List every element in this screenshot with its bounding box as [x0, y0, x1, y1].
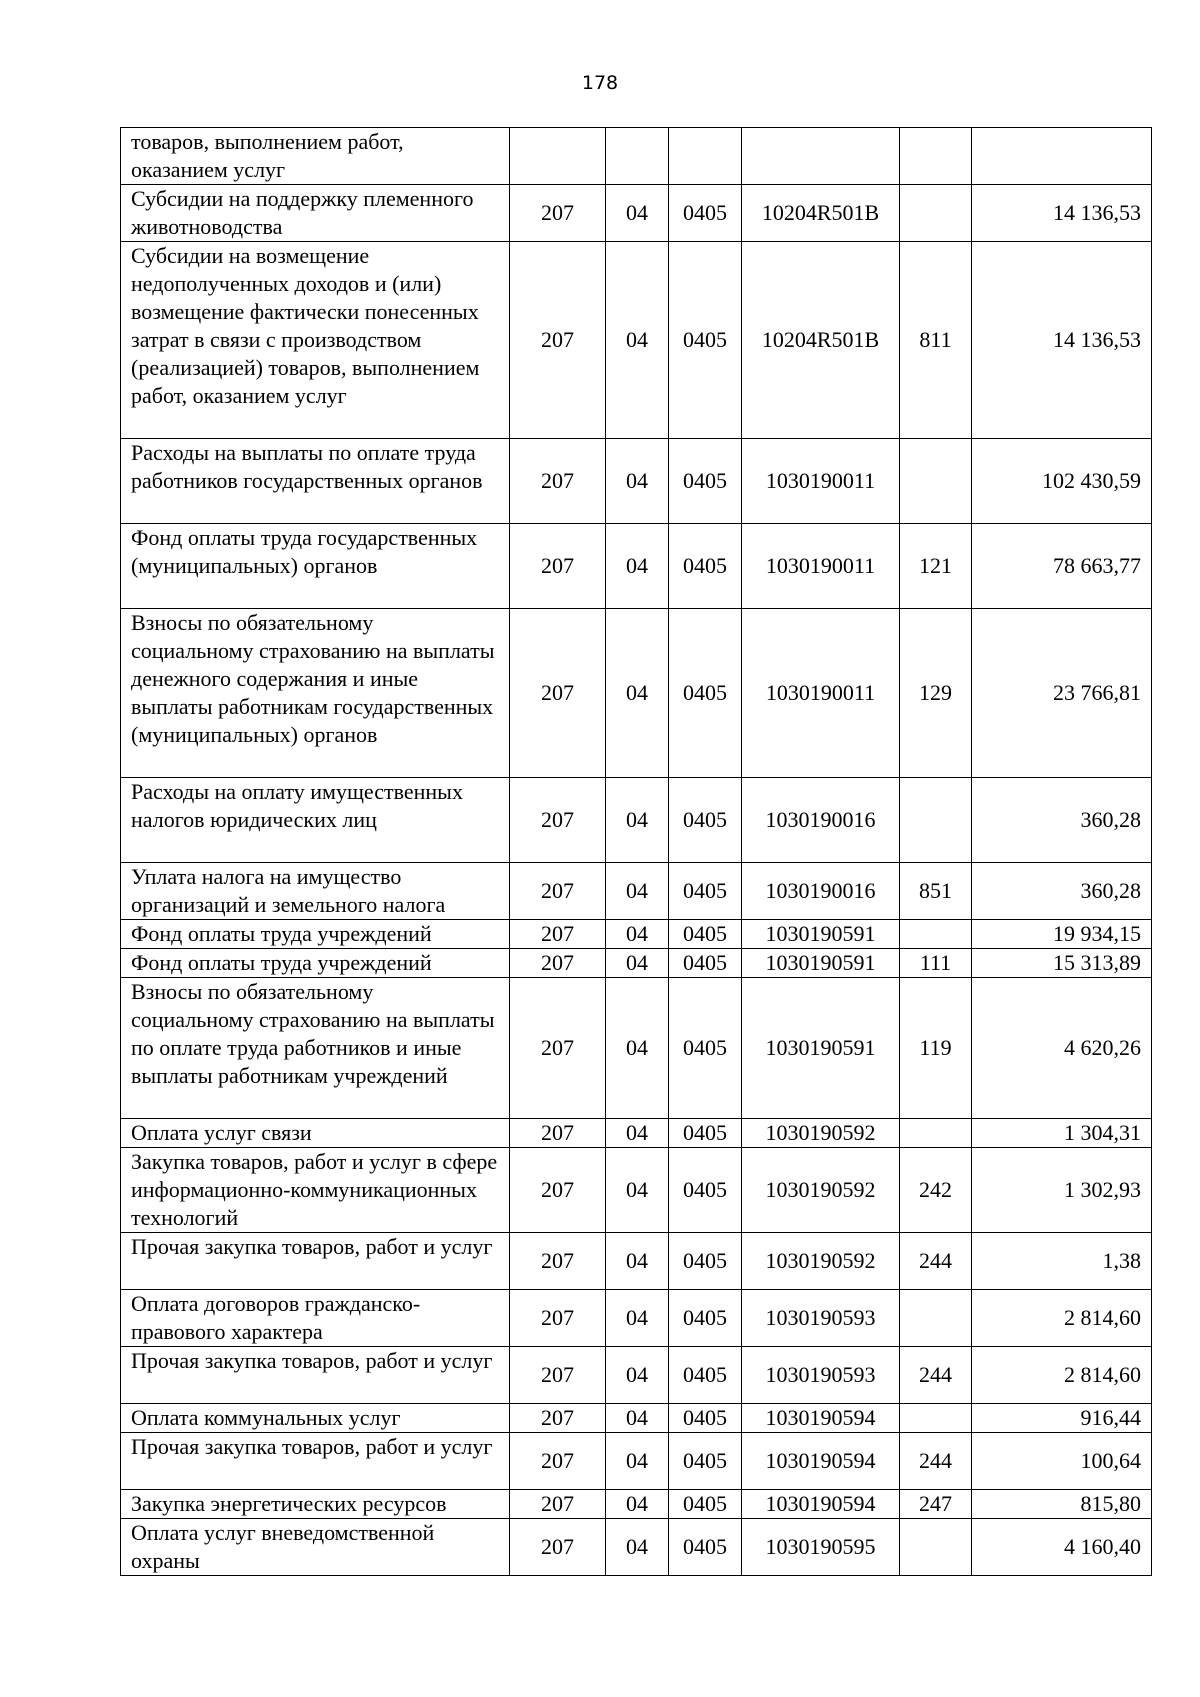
- table-row: [121, 1233, 1152, 1290]
- row-name: Прочая закупка товаров, работ и услуг: [121, 1347, 510, 1404]
- row-department-code: 207: [510, 1148, 606, 1233]
- row-department-code: 207: [510, 978, 606, 1119]
- table-row: [121, 524, 1152, 609]
- row-target-code: 1030190593: [742, 1347, 900, 1404]
- row-amount: 360,28: [972, 778, 1152, 863]
- table-row: [121, 1148, 1152, 1233]
- row-subsection-code: 0405: [669, 609, 742, 778]
- row-amount: 78 663,77: [972, 524, 1152, 609]
- row-expense-type: 121: [900, 524, 972, 609]
- row-name: Закупка товаров, работ и услуг в сфере информационно-коммуникационных технологий: [121, 1148, 510, 1233]
- row-expense-type: 244: [900, 1433, 972, 1490]
- row-amount: 1 302,93: [972, 1148, 1152, 1233]
- row-department-code: 207: [510, 609, 606, 778]
- row-amount: 100,64: [972, 1433, 1152, 1490]
- row-subsection-code: 0405: [669, 1519, 742, 1576]
- row-amount: 15 313,89: [972, 949, 1152, 978]
- row-target-code: 1030190591: [742, 978, 900, 1119]
- row-subsection-code: 0405: [669, 1404, 742, 1433]
- table-row: [121, 1433, 1152, 1490]
- row-section-code: 04: [606, 1404, 669, 1433]
- table-row: [121, 242, 1152, 439]
- row-subsection-code: 0405: [669, 1290, 742, 1347]
- row-section-code: 04: [606, 863, 669, 920]
- row-department-code: 207: [510, 1347, 606, 1404]
- row-subsection-code: 0405: [669, 863, 742, 920]
- row-name: Фонд оплаты труда учреждений: [121, 949, 510, 978]
- row-name: Фонд оплаты труда учреждений: [121, 920, 510, 949]
- row-section-code: 04: [606, 524, 669, 609]
- row-expense-type: 111: [900, 949, 972, 978]
- row-name: Расходы на выплаты по оплате труда работников государственных органов: [121, 439, 510, 524]
- row-name: Прочая закупка товаров, работ и услуг: [121, 1233, 510, 1290]
- row-subsection-code: 0405: [669, 242, 742, 439]
- row-subsection-code: 0405: [669, 185, 742, 242]
- row-target-code: 1030190594: [742, 1404, 900, 1433]
- row-subsection-code: 0405: [669, 1433, 742, 1490]
- row-department-code: 207: [510, 778, 606, 863]
- row-amount: 1,38: [972, 1233, 1152, 1290]
- row-section-code: 04: [606, 1290, 669, 1347]
- row-expense-type: 129: [900, 609, 972, 778]
- row-expense-type: [900, 920, 972, 949]
- row-subsection-code: 0405: [669, 1347, 742, 1404]
- row-amount: 916,44: [972, 1404, 1152, 1433]
- table-row: [121, 949, 1152, 978]
- row-department-code: [510, 128, 606, 185]
- row-section-code: 04: [606, 609, 669, 778]
- table-row: [121, 185, 1152, 242]
- row-subsection-code: 0405: [669, 1490, 742, 1519]
- row-amount: 4 160,40: [972, 1519, 1152, 1576]
- row-department-code: 207: [510, 1404, 606, 1433]
- row-name: Оплата коммунальных услуг: [121, 1404, 510, 1433]
- row-target-code: 1030190595: [742, 1519, 900, 1576]
- row-department-code: 207: [510, 242, 606, 439]
- row-department-code: 207: [510, 185, 606, 242]
- row-department-code: 207: [510, 920, 606, 949]
- row-expense-type: 851: [900, 863, 972, 920]
- row-name: Субсидии на возмещение недополученных доходов и (или) возмещение фактически понесенных затрат в связи с производством (реализацией) товаров, выполнением работ, оказанием услуг: [121, 242, 510, 439]
- row-target-code: 1030190011: [742, 439, 900, 524]
- row-target-code: 1030190593: [742, 1290, 900, 1347]
- row-expense-type: [900, 1404, 972, 1433]
- row-amount: 815,80: [972, 1490, 1152, 1519]
- row-amount: 2 814,60: [972, 1347, 1152, 1404]
- row-subsection-code: 0405: [669, 920, 742, 949]
- row-name: Прочая закупка товаров, работ и услуг: [121, 1433, 510, 1490]
- row-section-code: 04: [606, 185, 669, 242]
- row-amount: 14 136,53: [972, 185, 1152, 242]
- row-target-code: 1030190594: [742, 1490, 900, 1519]
- row-amount: [972, 128, 1152, 185]
- row-department-code: 207: [510, 949, 606, 978]
- table-row: [121, 1404, 1152, 1433]
- row-subsection-code: 0405: [669, 1233, 742, 1290]
- row-amount: 14 136,53: [972, 242, 1152, 439]
- row-name: Закупка энергетических ресурсов: [121, 1490, 510, 1519]
- row-department-code: 207: [510, 1233, 606, 1290]
- row-expense-type: [900, 128, 972, 185]
- row-name: Субсидии на поддержку племенного животноводства: [121, 185, 510, 242]
- row-subsection-code: 0405: [669, 978, 742, 1119]
- row-department-code: 207: [510, 1119, 606, 1148]
- row-target-code: 1030190592: [742, 1233, 900, 1290]
- table-row: [121, 920, 1152, 949]
- row-subsection-code: 0405: [669, 439, 742, 524]
- table-row: [121, 439, 1152, 524]
- row-target-code: 1030190591: [742, 920, 900, 949]
- row-expense-type: 119: [900, 978, 972, 1119]
- row-target-code: 10204R501B: [742, 242, 900, 439]
- table-row: [121, 978, 1152, 1119]
- row-name: Оплата услуг связи: [121, 1119, 510, 1148]
- row-section-code: [606, 128, 669, 185]
- row-section-code: 04: [606, 242, 669, 439]
- row-department-code: 207: [510, 1519, 606, 1576]
- row-expense-type: 244: [900, 1233, 972, 1290]
- row-section-code: 04: [606, 778, 669, 863]
- budget-table: [120, 127, 1152, 1576]
- table-row: [121, 1290, 1152, 1347]
- row-section-code: 04: [606, 1347, 669, 1404]
- row-amount: 2 814,60: [972, 1290, 1152, 1347]
- table-row: [121, 1490, 1152, 1519]
- row-subsection-code: 0405: [669, 524, 742, 609]
- row-department-code: 207: [510, 1433, 606, 1490]
- row-subsection-code: [669, 128, 742, 185]
- row-department-code: 207: [510, 524, 606, 609]
- row-name: Взносы по обязательному социальному страхованию на выплаты денежного содержания и иные выплаты работникам государственных (муниципальных) органов: [121, 609, 510, 778]
- row-section-code: 04: [606, 1433, 669, 1490]
- table-row: [121, 778, 1152, 863]
- row-amount: 1 304,31: [972, 1119, 1152, 1148]
- row-subsection-code: 0405: [669, 1119, 742, 1148]
- table-row: [121, 128, 1152, 185]
- row-expense-type: [900, 778, 972, 863]
- row-expense-type: [900, 1119, 972, 1148]
- table-row: [121, 609, 1152, 778]
- row-department-code: 207: [510, 1490, 606, 1519]
- row-section-code: 04: [606, 978, 669, 1119]
- table-row: [121, 1519, 1152, 1576]
- row-amount: 23 766,81: [972, 609, 1152, 778]
- row-amount: 102 430,59: [972, 439, 1152, 524]
- row-target-code: 1030190011: [742, 609, 900, 778]
- row-subsection-code: 0405: [669, 1148, 742, 1233]
- row-section-code: 04: [606, 1119, 669, 1148]
- row-department-code: 207: [510, 863, 606, 920]
- table-row: [121, 1347, 1152, 1404]
- row-subsection-code: 0405: [669, 778, 742, 863]
- row-expense-type: 247: [900, 1490, 972, 1519]
- row-expense-type: 244: [900, 1347, 972, 1404]
- row-target-code: 1030190592: [742, 1119, 900, 1148]
- row-target-code: 1030190591: [742, 949, 900, 978]
- row-expense-type: [900, 439, 972, 524]
- row-name: Оплата услуг вневедомственной охраны: [121, 1519, 510, 1576]
- row-target-code: 1030190016: [742, 863, 900, 920]
- row-section-code: 04: [606, 1233, 669, 1290]
- row-target-code: 1030190594: [742, 1433, 900, 1490]
- row-name: Уплата налога на имущество организаций и земельного налога: [121, 863, 510, 920]
- row-amount: 360,28: [972, 863, 1152, 920]
- row-name: товаров, выполнением работ, оказанием услуг: [121, 128, 510, 185]
- row-name: Взносы по обязательному социальному страхованию на выплаты по оплате труда работников и иные выплаты работникам учреждений: [121, 978, 510, 1119]
- row-department-code: 207: [510, 439, 606, 524]
- row-target-code: 10204R501B: [742, 185, 900, 242]
- row-name: Расходы на оплату имущественных налогов юридических лиц: [121, 778, 510, 863]
- row-target-code: 1030190592: [742, 1148, 900, 1233]
- row-section-code: 04: [606, 1148, 669, 1233]
- row-expense-type: [900, 1290, 972, 1347]
- row-name: Оплата договоров гражданско-правового характера: [121, 1290, 510, 1347]
- page-number: 178: [581, 72, 619, 94]
- table-row: [121, 1119, 1152, 1148]
- row-target-code: 1030190011: [742, 524, 900, 609]
- table-row: [121, 863, 1152, 920]
- row-section-code: 04: [606, 439, 669, 524]
- row-section-code: 04: [606, 949, 669, 978]
- row-expense-type: 811: [900, 242, 972, 439]
- row-amount: 4 620,26: [972, 978, 1152, 1119]
- row-target-code: [742, 128, 900, 185]
- row-target-code: 1030190016: [742, 778, 900, 863]
- row-department-code: 207: [510, 1290, 606, 1347]
- row-expense-type: [900, 1519, 972, 1576]
- row-expense-type: 242: [900, 1148, 972, 1233]
- row-section-code: 04: [606, 1490, 669, 1519]
- row-name: Фонд оплаты труда государственных (муниципальных) органов: [121, 524, 510, 609]
- row-section-code: 04: [606, 1519, 669, 1576]
- row-amount: 19 934,15: [972, 920, 1152, 949]
- row-section-code: 04: [606, 920, 669, 949]
- row-subsection-code: 0405: [669, 949, 742, 978]
- row-expense-type: [900, 185, 972, 242]
